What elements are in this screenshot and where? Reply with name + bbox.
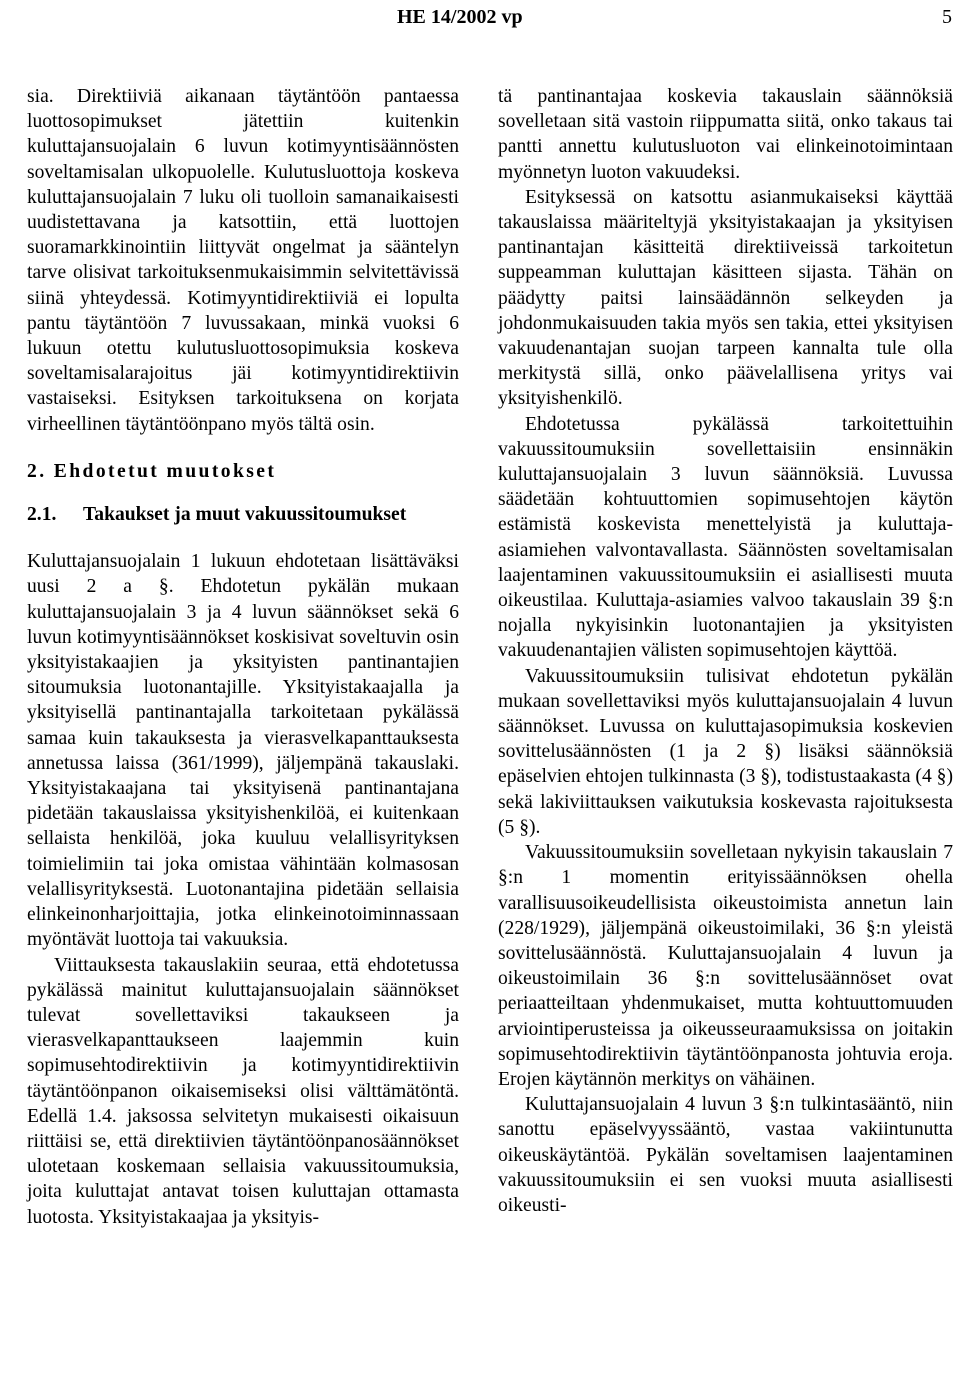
subsection-number: 2.1. (27, 504, 57, 526)
page-number: 5 (942, 6, 952, 28)
right-paragraph-1: tä pantinantajaa koskevia takauslain säännöksiä sovelletaan sitä vastoin riippumatta siitä, onko takaus tai pantti annettu kulutusluoton vai elinkeinotoimintaan myönnetyn luoton vakuudeksi. (498, 86, 953, 183)
right-paragraph-4: Vakuussitoumuksiin tulisivat ehdotetun pykälän mukaan sovellettaviksi myös kuluttajansuojalain 4 luvun säännökset. Luvussa on kuluttajasopimuksia koskevien sovittelusäännösten (1 ja 2 §) lisäksi säännöksiä epäselvien ehtojen tulkinnasta (3 §), todistustaakasta (4 §) sekä lakiviittauksen vaikutuksia koskevasta rajoituksesta (5 §). (498, 665, 953, 838)
section-heading: 2. Ehdotetut muutokset (27, 460, 277, 482)
right-column (498, 84, 953, 1218)
right-paragraph-3: Ehdotetussa pykälässä tarkoitettuihin vakuussitoumuksiin sovellettaisiin ensinnäkin kuluttajansuojalain 3 luvun säännöksiä. Luvussa säädetään kohtuuttomien sopimusehtojen käytön estämistä koskevista menettelyistä ja kuluttaja-asiamiehen valvontavallasta. Säännösten soveltamisalan laajentaminen vakuussitoumuksiin ei asiallisesti muuta oikeustilaa. Kuluttaja-asiamies valvoo takauslain 39 §:n nojalla nykyisinkin luotonantajien ja yksityisten vakuudenantajien välisten sopimusehtojen käyttöä. (498, 413, 953, 662)
left-paragraph-1: sia. Direktiiviä aikanaan täytäntöön pantaessa luottosopimukset jätettiin kuitenkin kuluttajansuojalain 6 luvun kotimyyntisäännösten soveltamisalan ulkopuolelle. Kulutusluottoja koskeva kuluttajansuojalain 7 luku oli tuolloin samanaikaisesti uudistettavana ja katsottiin, että luottojen suoramarkkinointiin liittyvät ongelmat ja sääntelyn tarve olisivat tarkoituksenmukaisimmin selvitettävissä siinä yhteydessä. Kotimyyntidirektiiviä ei lopulta pantu täytäntöön 7 luvussakaan, minkä vuoksi 6 lukuun otettu kulutusluottosopimuksia koskeva soveltamisalarajoitus jäi kotimyyntidirektiivin vastaiseksi. Esityksen tarkoituksena on korjata virheellinen täytäntöönpano myös tältä osin. (27, 86, 459, 435)
right-paragraph-2: Esityksessä on katsottu asianmukaiseksi käyttää takauslaissa määriteltyjä yksityistakaajan ja yksityisen pantinantajan käsitteitä direktiiveissä tarkoitetun suppeamman kuluttajan käsitteen sijasta. Tähän on päädytty paitsi lainsäädännön selkeyden ja johdonmukaisuuden takia myös sen takia, ettei yksityisen vakuudenantajan suojan tarpeen kannalta tule olla merkitystä sillä, onko päävelallisena yritys vai yksityishenkilö. (498, 186, 953, 410)
right-paragraph-6: Kuluttajansuojalain 4 luvun 3 §:n tulkintasääntö, niin sanottu epäselvyyssääntö, vastaa vakiintunutta oikeuskäytäntöä. Pykälän soveltamisen laajentaminen vakuussitoumuksiin ei sen vuoksi muuta asiallisesti oikeusti- (498, 1094, 953, 1216)
left-paragraph-2: Kuluttajansuojalain 1 lukuun ehdotetaan lisättäväksi uusi 2 a §. Ehdotetun pykälän mukaan kuluttajansuojalain 3 ja 4 luvun säännökset sekä 6 luvun kotimyyntisäännökset koskisivat soveltuvin osin yksityistakaajien ja yksityisten pantinantajien sitoumuksia luotonantajille. Yksityistakaajalla ja yksityisellä pantinantajalla tarkoitetaan pykälässä samaa kuin takauksesta ja vierasvelkapanttauksesta annetussa laissa (361/1999), jäljempänä takauslaki. Yksityistakaajana tai yksityisenä pantinantajana pidetään takauslaissa yksityishenkilöä, ei kuitenkaan sellaista henkilöä, joka kuuluu velallisyrityksen toimielimiin tai joka omistaa vähintään kolmasosan velallisyrityksestä. Luotonantajina pidetään sellaisia elinkeinonharjoittajia, jotka elinkeinotoiminnassaan myöntävät luottoja tai vakuuksia. (27, 551, 459, 951)
document-id: HE 14/2002 vp (397, 6, 523, 28)
subsection-title: Takaukset ja muut vakuussitoumukset (83, 504, 407, 526)
left-paragraph-3: Viittauksesta takauslakiin seuraa, että ehdotetussa pykälässä mainitut kuluttajansuojalain säännökset tulevat sovellettaviksi takaukseen ja vierasvelkapanttaukseen laajemmin kuin sopimusehtodirektiivin ja kotimyyntidirektiivin täytäntöönpanon oikaisemiseksi olisi välttämätöntä. Edellä 1.4. jaksossa selvitetyn mukaisesti oikaisuun riittäisi se, että direktiivien täytäntöönpanosäännökset ulotetaan koskemaan sellaisia vakuussitoumuksia, joita kuluttajat antavat toisen kuluttajan ottamasta luotosta. Yksityistakaajaa ja yksityis- (27, 954, 459, 1228)
subsection-heading (27, 502, 459, 527)
page-header (0, 6, 960, 32)
right-paragraph-5: Vakuussitoumuksiin sovelletaan nykyisin takauslain 7 §:n 1 momentin erityissäännöksen ohella varallisuusoikeudellisista oikeustoimista annetun lain (228/1929), jäljempänä oikeustoimilaki, 36 §:n yleistä sovittelusäännöstä. Kuluttajansuojalain 4 luvun ja oikeustoimilain 36 §:n sovittelusäännöset ovat periaatteiltaan yhdenmukaiset, mutta kohtuuttomuuden arviointiperusteissa ja oikeusseuraamuksissa on joitakin sopimusehtodirektiivin täytäntöönpanosta johtuvia eroja. Erojen käytännön merkitys on vähäinen. (498, 842, 953, 1090)
left-column (27, 84, 459, 1230)
